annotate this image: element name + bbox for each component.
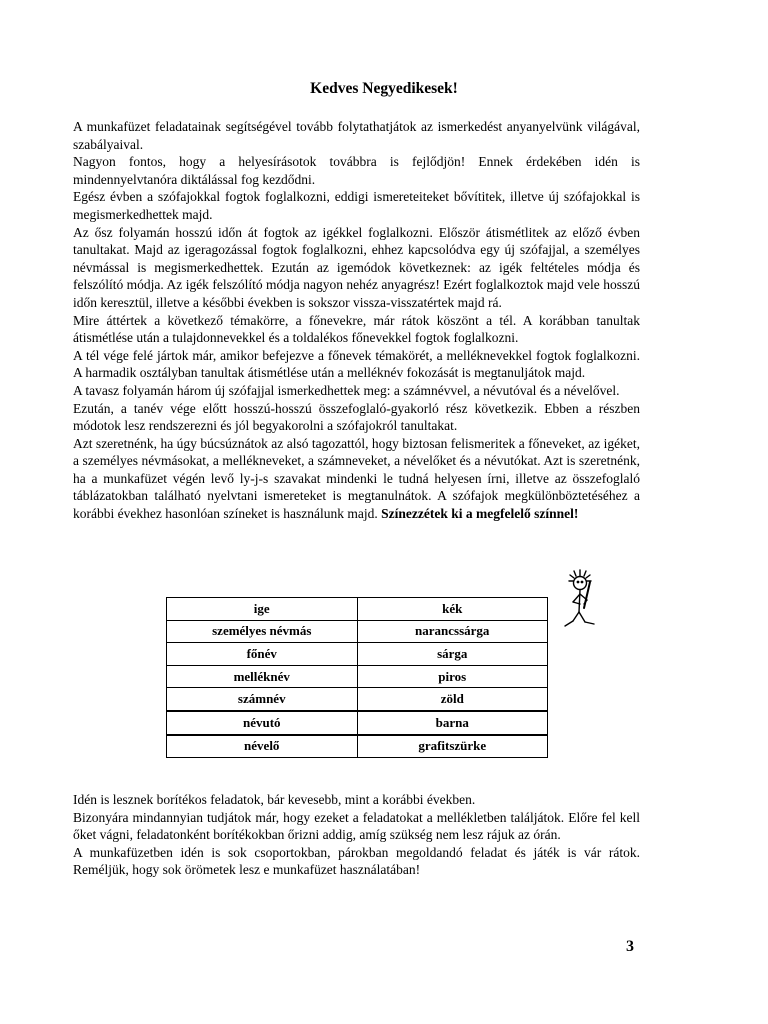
paragraph: Ezután, a tanév vége előtt hosszú-hosszú összefoglaló-gyakorló rész következik. Ebben a részben módotok lesz rendszerezni és jól begyakorolni a szófajokról tanultakat. <box>73 400 640 434</box>
instruction: Színezzétek ki a megfelelő színnel! <box>381 506 579 522</box>
paragraph: Mire áttértek a következő témakörre, a főnevekre, már rátok köszönt a tél. A korábban tanultak átismétlése után a tulajdonnevekkel és a toldalékos főnevekkel fogtok foglalkozni. <box>73 312 640 346</box>
page-number: 3 <box>626 938 634 955</box>
word-class-cell[interactable]: számnév <box>167 688 358 711</box>
color-table <box>166 597 548 758</box>
color-cell: grafitszürke <box>357 735 548 758</box>
word-class-cell[interactable]: melléknév <box>167 665 358 688</box>
paragraph: Az ősz folyamán hosszú időn át fogtok az igékkel foglalkozni. Először átismétlitek az előző évben tanultakat. Majd az igeragozással fogtok foglalkozni, ehhez kapcsolódva egy új szófajjal, a személyes névmással is megismerkedhettek. Ezután az igemódok következnek: az igék feltételes módja és felszólító módja. Az igék felszólító módja nagyon nehéz anyagrész! Ezért foglalkoztok majd vele hosszú időn keresztül, illetve a későbbi években is sokszor vissza-visszatértek majd rá. <box>73 224 640 310</box>
paragraph: A tél vége felé jártok már, amikor befejezve a főnevek témakörét, a melléknevekkel fogtok foglalkozni. A harmadik osztályban tanultak átismétlése után a melléknév fokozását is megtanuljátok majd. <box>73 347 640 381</box>
intro-text <box>73 118 640 523</box>
word-class-cell[interactable]: ige <box>167 598 358 621</box>
paragraph: Bizonyára mindannyian tudjátok már, hogy ezeket a feladatokat a mellékletben találjátok. Előre fel kell őket vágni, feladatonként borítékokban őrizni addig, amíg szükség nem lesz rájuk az órán. <box>73 809 640 843</box>
paragraph: Nagyon fontos, hogy a helyesírásotok továbbra is fejlődjön! Ennek érdekében idén is mindennyelvtanóra diktálással fog kezdődni. <box>73 154 640 187</box>
page-title: Kedves Negyedikesek! <box>310 80 458 97</box>
word-class-cell[interactable]: névelő <box>167 735 358 758</box>
paragraph: A munkafüzetben idén is sok csoportokban, párokban megoldandó feladat és játék is vár rátok. Reméljük, hogy sok örömetek lesz e munkafüzet használatában! <box>73 844 640 878</box>
table-row <box>167 643 548 666</box>
paragraph <box>73 435 640 523</box>
closing-text <box>73 791 640 879</box>
color-cell: barna <box>357 711 548 735</box>
table-row <box>167 688 548 711</box>
color-cell: narancssárga <box>357 620 548 643</box>
paragraph-text: Azt szeretnénk, ha úgy búcsúznátok az alsó tagozattól, hogy biztosan felismeritek a főneveket, az igéket, a személyes névmásokat, a mellékneveket, a számneveket, a névelőket és a névutókat. Azt is szeretnénk, ha a munkafüzet végén levő ly-j-s szavakat mindenki le tudná helyesen írni, illetve az összefoglaló táblázatokban található nyelvtani ismereteket is megtanulnátok. A szófajok megkülönböztetéséhez a korábbi évekhez hasonlóan színeket is használunk majd. <box>73 435 640 522</box>
word-class-cell[interactable]: névutó <box>167 711 358 735</box>
stick-figure-icon <box>560 566 612 634</box>
table-row <box>167 620 548 643</box>
color-cell: piros <box>357 665 548 688</box>
paragraph: A munkafüzet feladatainak segítségével tovább folytathatjátok az ismerkedést anyanyelvünk világával, szabályaival. <box>73 119 640 152</box>
color-cell: zöld <box>357 688 548 711</box>
color-cell: kék <box>357 598 548 621</box>
paragraph: Idén is lesznek borítékos feladatok, bár kevesebb, mint a korábbi években. <box>73 792 476 807</box>
paragraph: A tavasz folyamán három új szófajjal ismerkedhettek meg: a számnévvel, a névutóval és a névelővel. <box>73 382 620 398</box>
color-cell: sárga <box>357 643 548 666</box>
table-row <box>167 735 548 758</box>
table-row <box>167 598 548 621</box>
word-class-cell[interactable]: személyes névmás <box>167 620 358 643</box>
table-row <box>167 665 548 688</box>
word-class-cell[interactable]: főnév <box>167 643 358 666</box>
table-row <box>167 711 548 735</box>
paragraph: Egész évben a szófajokkal fogtok foglalkozni, eddigi ismereteiteket bővítitek, illetve új szófajokkal is megismerkedhettek majd. <box>73 189 640 222</box>
